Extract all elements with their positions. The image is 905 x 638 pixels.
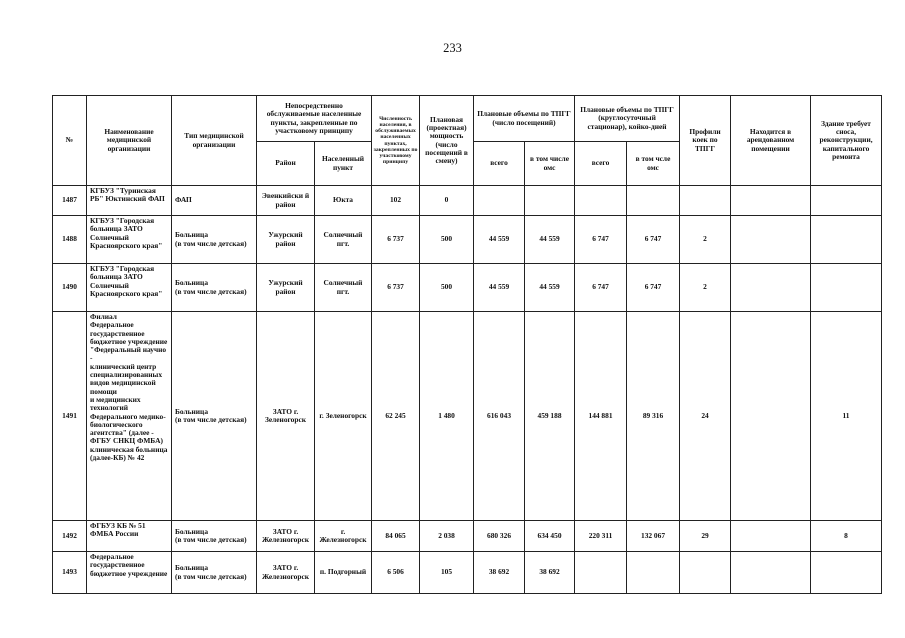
cell-type: ФАП bbox=[172, 186, 257, 216]
header-name: Наименование медицинской организации bbox=[87, 96, 172, 186]
cell-profile: 24 bbox=[680, 312, 731, 521]
cell-rented bbox=[731, 521, 811, 552]
cell-beds-oms: 89 316 bbox=[627, 312, 680, 521]
header-served-group: Непосредственно обслуживаемые населенные пункты, закрепленные по участковому принципу bbox=[257, 96, 372, 142]
cell-district: ЗАТО г. Зеленогорск bbox=[257, 312, 315, 521]
cell-population: 6 737 bbox=[372, 264, 420, 312]
table-row bbox=[53, 312, 882, 521]
cell-num: 1487 bbox=[53, 186, 87, 216]
cell-district: ЗАТО г. Железногорск bbox=[257, 552, 315, 594]
cell-beds-total: 6 747 bbox=[575, 216, 627, 264]
header-profile-beds: Профили коек по ТПГГ bbox=[680, 96, 731, 186]
header-type: Тип медицинской организации bbox=[172, 96, 257, 186]
cell-capacity: 0 bbox=[420, 186, 474, 216]
cell-capacity: 2 038 bbox=[420, 521, 474, 552]
cell-repair: 11 bbox=[811, 312, 882, 521]
cell-population: 62 245 bbox=[372, 312, 420, 521]
cell-beds-total bbox=[575, 186, 627, 216]
cell-profile: 2 bbox=[680, 264, 731, 312]
cell-visits-total: 616 043 bbox=[474, 312, 525, 521]
cell-rented bbox=[731, 552, 811, 594]
header-capacity: Плановая (проектная) мощность (число посещений в смену) bbox=[420, 96, 474, 186]
page-number: 233 bbox=[443, 41, 462, 55]
cell-name: КГБУЗ "Городская больница ЗАТО Солнечный Красноярского края" bbox=[87, 216, 172, 264]
cell-population: 6 737 bbox=[372, 216, 420, 264]
table-row bbox=[53, 521, 882, 552]
header-repair: Здание требует сноса, реконструкции, капитального ремонта bbox=[811, 96, 882, 186]
cell-capacity: 105 bbox=[420, 552, 474, 594]
cell-population: 84 065 bbox=[372, 521, 420, 552]
cell-visits-total: 38 692 bbox=[474, 552, 525, 594]
cell-type: Больница (в том числе детская) bbox=[172, 521, 257, 552]
cell-beds-oms: 6 747 bbox=[627, 216, 680, 264]
cell-repair bbox=[811, 186, 882, 216]
cell-visits-total: 44 559 bbox=[474, 216, 525, 264]
cell-capacity: 500 bbox=[420, 216, 474, 264]
cell-rented bbox=[731, 264, 811, 312]
header-population: Численность населения, в обслуживаемых населенных пунктах, закрепленных по участковому принципу bbox=[372, 96, 420, 186]
cell-rented bbox=[731, 312, 811, 521]
cell-district: Ужурский район bbox=[257, 264, 315, 312]
cell-rented bbox=[731, 216, 811, 264]
cell-beds-total bbox=[575, 552, 627, 594]
cell-settlement: г. Зеленогорск bbox=[315, 312, 372, 521]
cell-settlement: Солнечный пгт. bbox=[315, 216, 372, 264]
cell-rented bbox=[731, 186, 811, 216]
cell-visits-total: 680 326 bbox=[474, 521, 525, 552]
header-rented: Находится в арендованном помещении bbox=[731, 96, 811, 186]
cell-settlement: п. Подгорный bbox=[315, 552, 372, 594]
cell-visits-oms: 44 559 bbox=[525, 216, 575, 264]
cell-capacity: 500 bbox=[420, 264, 474, 312]
cell-population: 102 bbox=[372, 186, 420, 216]
table-row bbox=[53, 186, 882, 216]
cell-num: 1492 bbox=[53, 521, 87, 552]
table-row bbox=[53, 216, 882, 264]
cell-name: КГБУЗ "Городская больница ЗАТО Солнечный Красноярского края" bbox=[87, 264, 172, 312]
header-visits-oms: в том числе омс bbox=[525, 142, 575, 186]
header-beds-total: всего bbox=[575, 142, 627, 186]
cell-name: ФГБУЗ КБ № 51 ФМБА России bbox=[87, 521, 172, 552]
cell-settlement: Солнечный пгт. bbox=[315, 264, 372, 312]
medical-organizations-table bbox=[52, 95, 882, 594]
cell-district: Ужурский район bbox=[257, 216, 315, 264]
cell-visits-oms bbox=[525, 186, 575, 216]
cell-num: 1493 bbox=[53, 552, 87, 594]
table-row bbox=[53, 552, 882, 594]
cell-district: Эвенкийски й район bbox=[257, 186, 315, 216]
cell-profile: 29 bbox=[680, 521, 731, 552]
cell-beds-oms: 132 067 bbox=[627, 521, 680, 552]
header-district: Район bbox=[257, 142, 315, 186]
cell-beds-total: 6 747 bbox=[575, 264, 627, 312]
cell-beds-total: 144 881 bbox=[575, 312, 627, 521]
cell-settlement: Юкта bbox=[315, 186, 372, 216]
cell-population: 6 506 bbox=[372, 552, 420, 594]
header-beds-group: Плановые объемы по ТПГГ (круглосуточный стационар), койко-дней bbox=[575, 96, 680, 142]
cell-beds-oms bbox=[627, 552, 680, 594]
cell-name: КГБУЗ "Туринская РБ" Юктинский ФАП bbox=[87, 186, 172, 216]
cell-name: Федеральное государственное бюджетное учреждение bbox=[87, 552, 172, 594]
header-visits-total: всего bbox=[474, 142, 525, 186]
cell-beds-oms: 6 747 bbox=[627, 264, 680, 312]
table-row bbox=[53, 264, 882, 312]
header-settlement: Населенный пункт bbox=[315, 142, 372, 186]
cell-num: 1491 bbox=[53, 312, 87, 521]
cell-type: Больница (в том числе детская) bbox=[172, 264, 257, 312]
cell-visits-total bbox=[474, 186, 525, 216]
header-visits-group: Плановые объемы по ТПГГ (число посещений) bbox=[474, 96, 575, 142]
cell-visits-total: 44 559 bbox=[474, 264, 525, 312]
cell-visits-oms: 459 188 bbox=[525, 312, 575, 521]
cell-settlement: г. Железногорск bbox=[315, 521, 372, 552]
cell-repair bbox=[811, 264, 882, 312]
cell-repair bbox=[811, 216, 882, 264]
cell-capacity: 1 480 bbox=[420, 312, 474, 521]
cell-profile: 2 bbox=[680, 216, 731, 264]
cell-beds-oms bbox=[627, 186, 680, 216]
cell-beds-total: 220 311 bbox=[575, 521, 627, 552]
cell-repair bbox=[811, 552, 882, 594]
cell-num: 1490 bbox=[53, 264, 87, 312]
cell-district: ЗАТО г. Железногорск bbox=[257, 521, 315, 552]
cell-name: Филиал Федеральное государственное бюджетное учреждение "Федеральный научно - клинический центр специализированных видов медицинской помощи и медицинских технологий Федерального медико-биологического агентства" (далее - ФГБУ СНКЦ ФМБА) клиническая больница (далее-КБ) № 42 bbox=[87, 312, 172, 521]
cell-type: Больница (в том числе детская) bbox=[172, 552, 257, 594]
cell-visits-oms: 38 692 bbox=[525, 552, 575, 594]
cell-profile bbox=[680, 186, 731, 216]
header-num: № bbox=[53, 96, 87, 186]
cell-type: Больница (в том числе детская) bbox=[172, 312, 257, 521]
cell-repair: 8 bbox=[811, 521, 882, 552]
cell-num: 1488 bbox=[53, 216, 87, 264]
header-beds-oms: в том чсле омс bbox=[627, 142, 680, 186]
cell-profile bbox=[680, 552, 731, 594]
cell-visits-oms: 634 450 bbox=[525, 521, 575, 552]
cell-visits-oms: 44 559 bbox=[525, 264, 575, 312]
cell-type: Больница (в том числе детская) bbox=[172, 216, 257, 264]
